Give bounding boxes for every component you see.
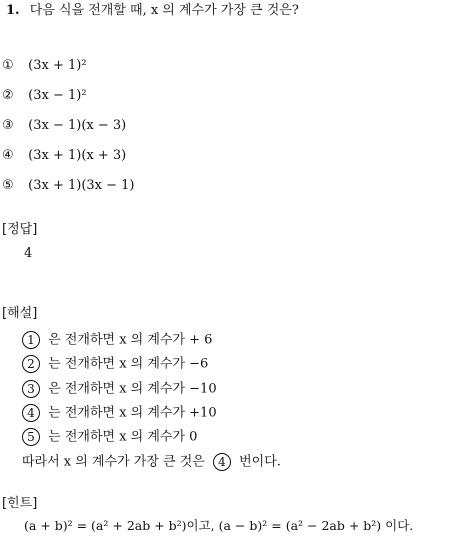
choice-3[interactable]: [2, 118, 126, 134]
answer-value: 4: [24, 246, 33, 261]
explanation-text: 는 전개하면 x 의 계수가 0: [48, 429, 198, 445]
answer-header: [정답]: [2, 222, 38, 237]
explanation-text: 는 전개하면 x 의 계수가 +10: [48, 405, 217, 421]
choice-marker: ④: [2, 148, 14, 163]
choice-expression: (3x − 1)²: [28, 88, 87, 103]
explanation-line: [22, 380, 217, 398]
explanation-conclusion: [22, 453, 281, 471]
circled-number: 2: [22, 355, 40, 373]
explanation-line: [22, 428, 197, 446]
question-number: 1.: [6, 3, 20, 18]
explanation-text: 는 전개하면 x 의 계수가 −6: [48, 356, 209, 372]
choice-2[interactable]: [2, 88, 87, 104]
choice-1[interactable]: [2, 58, 87, 74]
explanation-line: [22, 331, 212, 349]
choice-marker: ①: [2, 58, 14, 73]
choice-marker: ⑤: [2, 178, 14, 193]
choice-5[interactable]: [2, 178, 135, 194]
explanation-text: 은 전개하면 x 의 계수가 + 6: [48, 332, 213, 348]
explanation-line: [22, 404, 217, 422]
hint-header: [힌트]: [2, 496, 38, 511]
conclusion-suffix: 번이다.: [239, 454, 281, 470]
hint-text: (a + b)² = (a² + 2ab + b²)이고, (a − b)² = (a² − 2ab + b²) 이다.: [24, 518, 414, 533]
circled-number: 4: [22, 404, 40, 422]
explanation-header: [해설]: [2, 306, 38, 321]
conclusion-text: 따라서 x 의 계수가 가장 큰 것은: [22, 454, 205, 470]
choice-expression: (3x + 1)²: [28, 58, 87, 73]
choice-marker: ②: [2, 88, 14, 103]
circled-number: 3: [22, 380, 40, 398]
choice-4[interactable]: [2, 148, 126, 164]
choice-expression: (3x − 1)(x − 3): [28, 118, 127, 133]
circled-number: 4: [213, 453, 231, 471]
choice-marker: ③: [2, 118, 14, 133]
circled-number: 5: [22, 428, 40, 446]
question: [6, 3, 299, 19]
circled-number: 1: [22, 331, 40, 349]
question-text: 다음 식을 전개할 때, x 의 계수가 가장 큰 것은?: [29, 3, 299, 18]
choice-expression: (3x + 1)(3x − 1): [28, 178, 135, 193]
explanation-text: 은 전개하면 x 의 계수가 −10: [48, 381, 217, 397]
explanation-line: [22, 355, 208, 373]
choice-expression: (3x + 1)(x + 3): [28, 148, 127, 163]
